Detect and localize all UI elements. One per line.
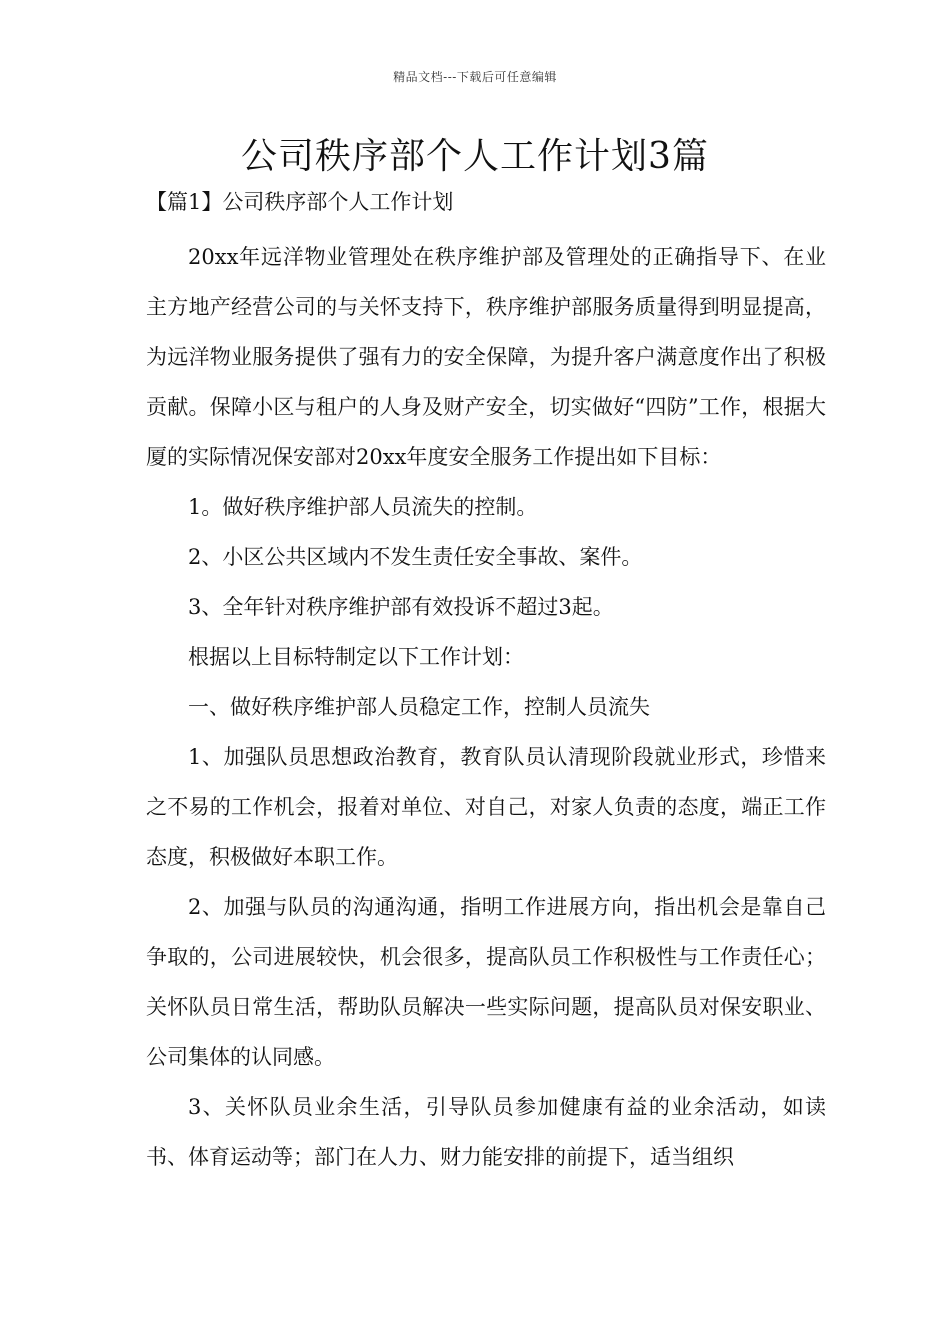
document-title: 公司秩序部个人工作计划3篇 bbox=[241, 136, 709, 177]
paragraph-item-1: 1、加强队员思想政治教育，教育队员认清现阶段就业形式，珍惜来之不易的工作机会，报着对单位、对自己，对家人负责的态度，端正工作态度，积极做好本职工作。 bbox=[146, 745, 826, 869]
paragraph-intro: 20xx年远洋物业管理处在秩序维护部及管理处的正确指导下、在业主方地产经营公司的与关怀支持下，秩序维护部服务质量得到明显提高，为远洋物业服务提供了强有力的安全保障，为提升客户满意度作出了积极贡献。保障小区与租户的人身及财产安全，切实做好“四防”工作，根据大厦的实际情况保安部对20xx年度安全服务工作提出如下目标： bbox=[146, 245, 826, 469]
paragraph-item-3: 3、关怀队员业余生活，引导队员参加健康有益的业余活动，如读书、体育运动等；部门在人力、财力能安排的前提下，适当组织 bbox=[146, 1095, 826, 1169]
paragraph-plan-intro: 根据以上目标特制定以下工作计划： bbox=[188, 645, 524, 669]
paragraph-goal-1: 1。做好秩序维护部人员流失的控制。 bbox=[188, 495, 538, 519]
header-note: 精品文档---下载后可任意编辑 bbox=[393, 70, 557, 84]
paragraph-goal-2: 2、小区公共区域内不发生责任安全事故、案件。 bbox=[188, 545, 643, 569]
section-heading: 【篇1】公司秩序部个人工作计划 bbox=[146, 190, 454, 214]
paragraph-goal-3: 3、全年针对秩序维护部有效投诉不超过3起。 bbox=[188, 595, 614, 619]
paragraph-section-one: 一、做好秩序维护部人员稳定工作，控制人员流失 bbox=[188, 695, 650, 719]
paragraph-item-2: 2、加强与队员的沟通沟通，指明工作进展方向，指出机会是靠自己争取的，公司进展较快，机会很多，提高队员工作积极性与工作责任心；关怀队员日常生活，帮助队员解决一些实际问题，提高队员对保安职业、公司集体的认同感。 bbox=[146, 895, 826, 1069]
body-text bbox=[146, 232, 826, 1182]
